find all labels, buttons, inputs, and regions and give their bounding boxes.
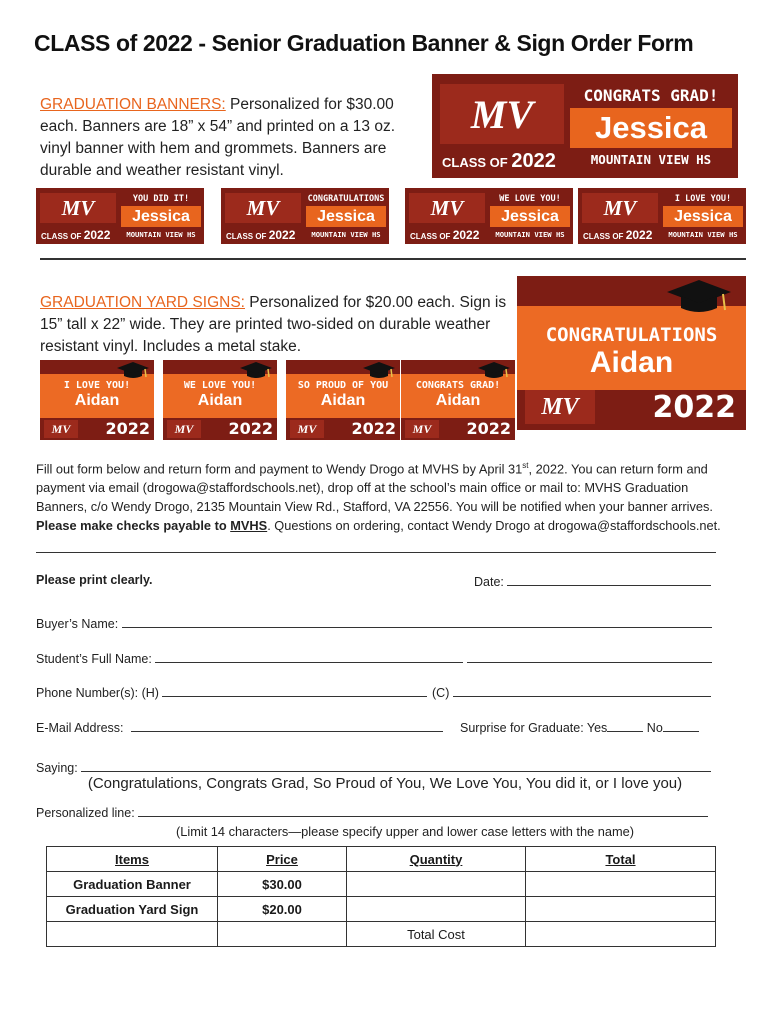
email-label: E-Mail Address:	[36, 721, 124, 735]
mv-logo-icon: MV	[40, 193, 116, 223]
limit-note: (Limit 14 characters—please specify upper and lower case letters with the name)	[175, 824, 635, 839]
header-items: Items	[47, 847, 218, 872]
main-yard-sign-sample	[517, 276, 746, 430]
phone-home-field[interactable]	[36, 684, 427, 700]
mv-logo-icon: MV	[225, 193, 301, 223]
sign-name: Aidan	[589, 346, 674, 379]
table-row	[47, 897, 716, 922]
banners-heading: GRADUATION BANNERS:	[40, 96, 226, 113]
small-yard-sign-sample	[40, 360, 154, 440]
mv-logo-icon: MV	[167, 420, 201, 438]
small-yard-sign-sample	[286, 360, 400, 440]
sign-year: 2022	[228, 419, 273, 438]
sign-year: 2022	[466, 419, 511, 438]
section-divider	[40, 258, 746, 260]
total-cost-cell[interactable]	[526, 922, 716, 947]
instructions-underline	[36, 552, 716, 553]
mv-logo-icon: MV	[44, 420, 78, 438]
phone-cell-field[interactable]	[432, 684, 711, 700]
phone-cell-label: (C)	[432, 686, 450, 700]
surprise-no-label: No	[646, 721, 663, 735]
personalized-line-field[interactable]	[36, 804, 708, 820]
mv-logo-icon: MV	[440, 84, 564, 144]
mv-logo-icon: MV	[409, 193, 485, 223]
banner-school: MOUNTAIN VIEW HS	[495, 230, 565, 239]
quantity-cell[interactable]	[347, 872, 526, 897]
table-row	[47, 872, 716, 897]
grad-cap-icon	[665, 278, 733, 316]
sign-name: Aidan	[197, 392, 243, 409]
email-field[interactable]	[36, 719, 443, 735]
signs-heading: GRADUATION YARD SIGNS:	[40, 294, 245, 311]
banner-name: Jessica	[663, 206, 743, 227]
banner-header: CONGRATULATIONS	[307, 194, 385, 204]
grad-cap-icon	[239, 361, 273, 380]
empty-cell	[47, 922, 218, 947]
banner-header: CONGRATS GRAD!	[583, 86, 719, 105]
sign-header: I LOVE YOU!	[63, 380, 131, 391]
mv-logo-icon: MV	[405, 420, 439, 438]
sign-year: 2022	[351, 419, 396, 438]
sign-header: WE LOVE YOU!	[183, 380, 257, 391]
small-yard-sign-sample	[401, 360, 515, 440]
sign-year: 2022	[652, 390, 736, 425]
instructions-text-1: Fill out form below and return form and payment to Wendy Drogo at MVHS by April 31	[36, 461, 523, 477]
table-total-row	[47, 922, 716, 947]
page-title: CLASS of 2022 - Senior Graduation Banner & Sign Order Form	[34, 30, 694, 56]
buyer-name-label: Buyer’s Name:	[36, 617, 119, 631]
mv-logo-icon: MV	[582, 193, 658, 223]
quantity-cell[interactable]	[347, 897, 526, 922]
instructions-text-2: , 2022. You can return form and payment via email (drogowa@staffordschools.net), drop off at the school’s main office or mail to: MVHS Graduation Banners, c/o Wendy Drogo, 2135 Mountain View Rd., Stafford, VA 22556. You will be notified when your banner arrives.	[36, 461, 713, 515]
header-price: Price	[218, 847, 347, 872]
mv-logo-icon: MV	[290, 420, 324, 438]
saying-label: Saying:	[36, 761, 78, 775]
buyer-name-field[interactable]	[36, 615, 712, 631]
total-cell[interactable]	[526, 872, 716, 897]
banner-school: MOUNTAIN VIEW HS	[126, 230, 196, 239]
banner-header: YOU DID IT!	[132, 194, 190, 204]
banners-description	[40, 94, 425, 182]
date-field[interactable]	[474, 573, 711, 589]
grad-cap-icon	[362, 361, 396, 380]
small-banner-sample	[405, 188, 573, 244]
signs-text: Personalized for $20.00 each. Sign is 15” tall x 22” wide. They are printed two-sided on durable weather resistant vinyl. Includes a metal stake.	[40, 294, 507, 355]
banners-text: Personalized for $30.00 each. Banners are 18” x 54” and printed on a 13 oz. vinyl banner with hem and grommets. Banners are durable and weather resistant vinyl.	[40, 96, 396, 179]
banner-class-of: CLASS OF 2022	[410, 228, 480, 242]
banner-name: Jessica	[490, 206, 570, 227]
banner-class-of: CLASS OF 2022	[41, 228, 111, 242]
item-cell: Graduation Banner	[47, 872, 218, 897]
phone-home-label: Phone Number(s): (H)	[36, 686, 159, 700]
banner-class-of: CLASS OF 2022	[583, 228, 653, 242]
item-cell: Graduation Yard Sign	[47, 897, 218, 922]
print-clearly-label: Please print clearly.	[36, 573, 153, 587]
banner-name: Jessica	[121, 206, 201, 227]
small-banner-sample	[578, 188, 746, 244]
banner-school: MOUNTAIN VIEW HS	[311, 230, 381, 239]
instructions	[36, 456, 726, 535]
date-label: Date:	[474, 575, 504, 589]
total-cost-label: Total Cost	[347, 922, 526, 947]
sign-header: CONGRATULATIONS	[545, 324, 718, 346]
personalized-line-label: Personalized line:	[36, 806, 135, 820]
surprise-yes-label: Surprise for Graduate: Yes	[460, 721, 608, 735]
sign-header: CONGRATS GRAD!	[415, 380, 501, 391]
banner-header: I LOVE YOU!	[674, 194, 732, 204]
surprise-field[interactable]	[460, 719, 699, 735]
small-banner-sample	[221, 188, 389, 244]
price-cell: $20.00	[218, 897, 347, 922]
empty-cell	[218, 922, 347, 947]
banner-class-of: CLASS OF 2022	[442, 150, 556, 172]
sign-name: Aidan	[320, 392, 366, 409]
banner-header: WE LOVE YOU!	[499, 194, 561, 204]
sign-name: Aidan	[74, 392, 120, 409]
instructions-bold-underline: MVHS	[230, 518, 268, 534]
instructions-bold: Please make checks payable to	[36, 518, 231, 534]
student-name-field[interactable]	[36, 650, 712, 666]
header-total: Total	[526, 847, 716, 872]
price-cell: $30.00	[218, 872, 347, 897]
grad-cap-icon	[116, 361, 150, 380]
saying-field[interactable]	[36, 759, 711, 775]
sign-year: 2022	[105, 419, 150, 438]
total-cell[interactable]	[526, 897, 716, 922]
banner-school: MOUNTAIN VIEW HS	[668, 230, 738, 239]
instructions-text-3: . Questions on ordering, contact Wendy Drogo at drogowa@staffordschools.net.	[267, 518, 721, 534]
saying-options: (Congratulations, Congrats Grad, So Proud of You, We Love You, You did it, or I love you)	[87, 775, 683, 792]
main-banner-sample	[432, 74, 738, 178]
instructions-sup: st	[522, 461, 529, 470]
banner-name: Jessica	[306, 206, 386, 227]
order-table	[46, 846, 716, 947]
signs-description	[40, 292, 512, 358]
small-banner-sample	[36, 188, 204, 244]
banner-school: MOUNTAIN VIEW HS	[590, 152, 712, 167]
student-name-label: Student’s Full Name:	[36, 652, 152, 666]
small-yard-sign-sample	[163, 360, 277, 440]
table-header-row	[47, 847, 716, 872]
grad-cap-icon	[477, 361, 511, 380]
mv-logo-icon: MV	[525, 390, 595, 424]
sign-header: SO PROUD OF YOU	[297, 380, 389, 391]
banner-class-of: CLASS OF 2022	[226, 228, 296, 242]
header-quantity: Quantity	[347, 847, 526, 872]
banner-name: Jessica	[570, 108, 732, 148]
sign-name: Aidan	[435, 392, 481, 409]
